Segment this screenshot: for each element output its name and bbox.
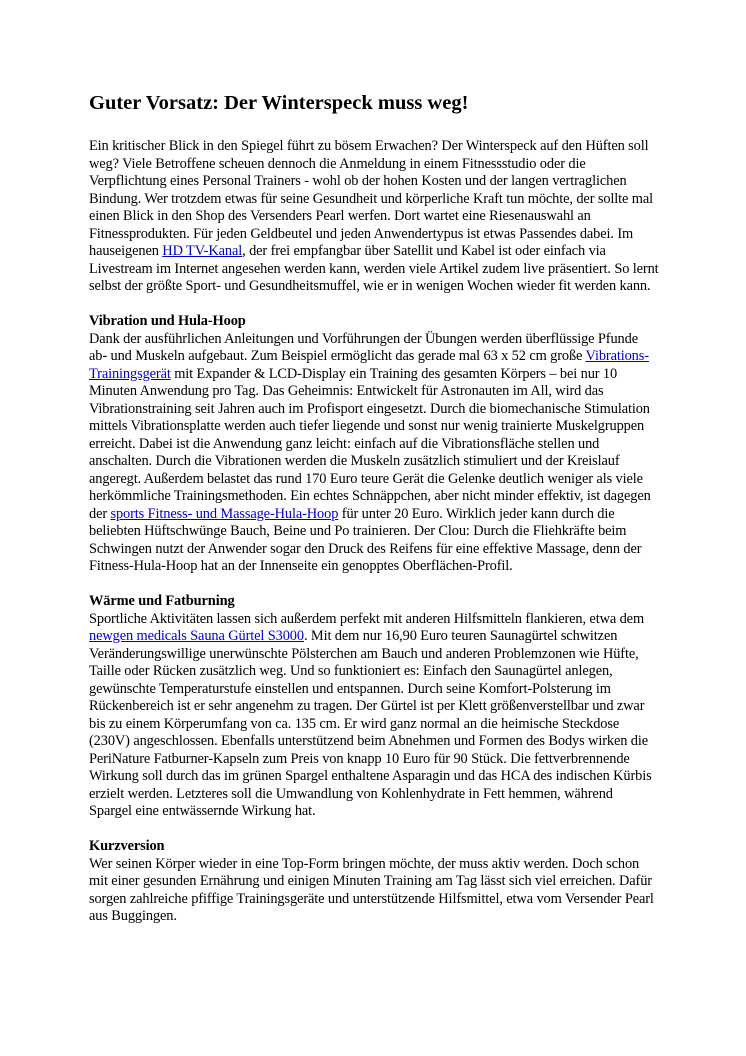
vibrations-trainingsgeraet-link[interactable]: Vibrations-Trainingsgerät xyxy=(89,348,649,382)
sauna-guertel-link[interactable]: newgen medicals Sauna Gürtel S3000 xyxy=(89,628,304,644)
section-heading-vibration: Vibration und Hula-Hoop xyxy=(89,313,246,329)
section-heading-waerme: Wärme und Fatburning xyxy=(89,593,235,609)
intro-text-1: Ein kritischer Blick in den Spiegel führt zu bösem Erwachen? Der Winterspeck auf den Hüften soll weg? Viele Betroffene scheuen dennoch die Anmeldung in einem Fitnessstudio oder die Verpflichtung eines Personal Trainers - wohl ob der hohen Kosten und der langen vertraglichen Bindung. Wer trotzdem etwas für seine Gesundheit und körperliche Kraft tun möchte, der sollte mal einen Blick in den Shop des Versenders Pearl werfen. Dort wartet eine Riesenauswahl an Fitnessprodukten. Für jeden Geldbeutel und jeden Anwendertypus ist etwas Passendes dabei. Im hauseigenen xyxy=(89,138,653,259)
page-title: Guter Vorsatz: Der Winterspeck muss weg! xyxy=(89,92,469,114)
waerme-text-1: Sportliche Aktivitäten lassen sich außerdem perfekt mit anderen Hilfsmitteln flankieren, etwa dem xyxy=(89,610,645,627)
document-page xyxy=(89,90,659,926)
hd-tv-kanal-link[interactable]: HD TV-Kanal xyxy=(162,243,243,259)
vibration-text-2: mit Expander & LCD-Display ein Training des gesamten Körpers – bei nur 10 Minuten Anwendung pro Tag. Das Geheimnis: Entwickelt für Astronauten im All, wird das Vibrationstraining seit Jahren auch im Profisport eingesetzt. Durch die biomechanische Stimulation mittels Vibrationsplatte werden auch tiefer liegende und sonst nur wenig trainierte Muskelgruppen erreicht. Dabei ist die Anwendung ganz leicht: einfach auf die Vibrationsfläche stellen und anschalten. Durch die Vibrationen werden die Muskeln zusätzlich stimuliert und der Kreislauf angeregt. Außerdem belastet das rund 170 Euro teure Gerät die Gelenke deutlich weniger als viele herkömmliche Trainingsmethoden. Ein echtes Schnäppchen, aber nicht minder effektiv, ist dagegen der xyxy=(89,365,651,522)
section-vibration-paragraph xyxy=(89,313,659,576)
intro-text-2: , der frei empfangbar über Satellit und Kabel ist oder einfach via Livestream im Internet angesehen werden kann, werden viele Artikel zudem live präsentiert. So lernt selbst der größte Sport- und Gesundheitsmuffel, wie er in wenigen Wochen wieder fit werden kann. xyxy=(89,243,659,294)
vibration-text-1: Dank der ausführlichen Anleitungen und Vorführungen der Übungen werden überflüssige Pfunde ab- und Muskeln aufgebaut. Zum Beispiel ermöglicht das gerade mal 63 x 52 cm große xyxy=(89,330,638,364)
section-waerme xyxy=(89,593,659,821)
section-kurzversion xyxy=(89,838,659,926)
vibration-text-3: für unter 20 Euro. Wirklich jeder kann durch die beliebten Hüftschwünge Bauch, Beine und Po trainieren. Der Clou: Durch die Fliehkräfte beim Schwingen nutzt der Anwender sogar den Druck des Reifens für eine effektive Massage, denn der Fitness-Hula-Hoop hat an der Innenseite ein genopptes Oberflächen-Profil. xyxy=(89,505,642,574)
section-kurzversion-paragraph xyxy=(89,838,659,926)
section-waerme-paragraph xyxy=(89,593,659,821)
waerme-text-2: . Mit dem nur 16,90 Euro teuren Saunagürtel schwitzen Veränderungswillige unerwünschte Pölsterchen am Bauch und anderen Problemzonen wie Hüfte, Taille oder Rücken zusätzlich weg. Und so funktioniert es: Einfach den Saunagürtel anlegen, gewünschte Temperaturstufe einstellen und entspannen. Durch seine Komfort-Polsterung im Rückenbereich ist er sehr angenehm zu tragen. Der Gürtel ist per Klett größenverstellbar und zwar bis zu einem Körperumfang von ca. 135 cm. Er wird ganz normal an die heimische Steckdose (230V) angeschlossen. Ebenfalls unterstützend beim Abnehmen und Formen des Bodys wirken die PeriNature Fatburner-Kapseln zum Preis von knapp 10 Euro für 90 Stück. Die fettverbrennende Wirkung soll durch das im grünen Spargel enthaltene Asparagin und das HCA des indischen Kürbis erzielt werden. Letzteres soll die Umwandlung von Kohlenhydrate in Fett hemmen, während Spargel eine entwässernde Wirkung hat. xyxy=(89,628,652,819)
kurzversion-text: Wer seinen Körper wieder in eine Top-Form bringen möchte, der muss aktiv werden. Doch schon mit einer gesunden Ernährung und einigen Minuten Training am Tag lässt sich viel erreichen. Dafür sorgen zahlreiche pfiffige Trainingsgeräte und unterstützende Hilfsmittel, etwa vom Versender Pearl aus Buggingen. xyxy=(89,855,654,924)
hula-hoop-link[interactable]: sports Fitness- und Massage-Hula-Hoop xyxy=(110,505,339,522)
intro-paragraph xyxy=(89,138,659,296)
section-vibration xyxy=(89,313,659,576)
section-heading-kurzversion: Kurzversion xyxy=(89,838,165,854)
